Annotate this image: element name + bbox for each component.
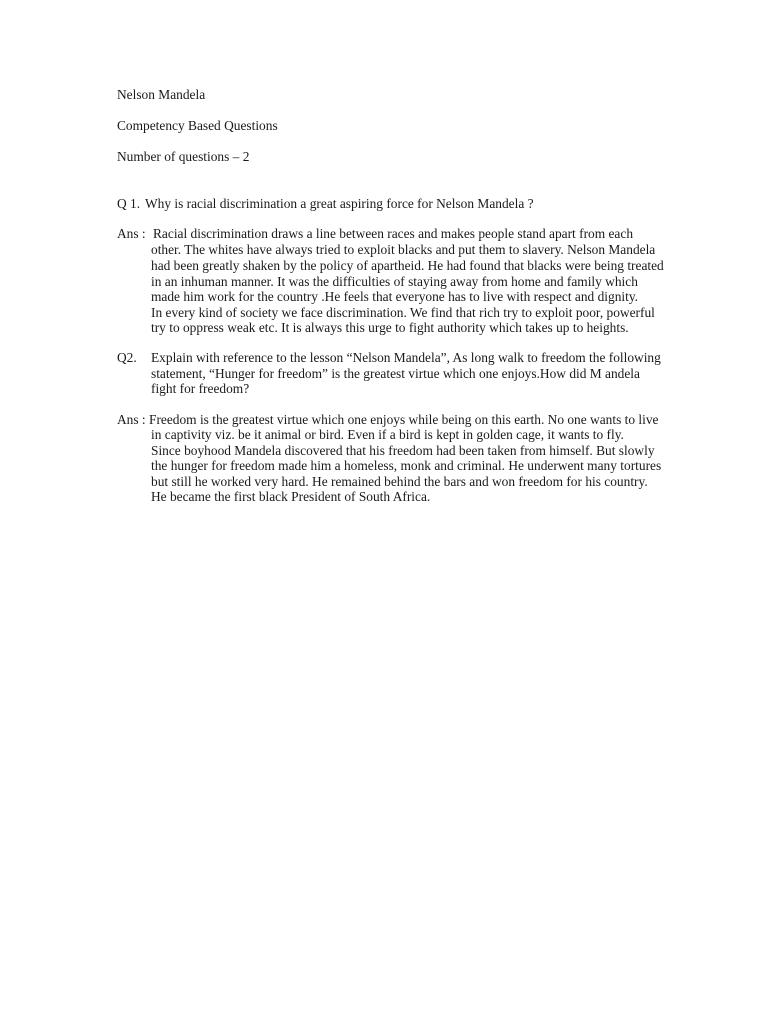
question-2-line: fight for freedom? [151, 381, 250, 396]
answer-1-line: try to oppress weak etc. It is always this urge to fight authority which takes up to heights. [151, 320, 629, 335]
answer-2-label: Ans : [117, 412, 146, 427]
question-1-label: Q 1. [117, 196, 141, 211]
question-2-line: statement, “Hunger for freedom” is the greatest virtue which one enjoys.How did M andela [151, 366, 640, 381]
answer-2-line: Freedom is the greatest virtue which one enjoys while being on this earth. No one wants to live [149, 412, 659, 427]
question-count: Number of questions – 2 [117, 149, 250, 164]
answer-2-line: He became the first black President of South Africa. [151, 489, 431, 504]
question-2-label: Q2. [117, 350, 137, 365]
answer-1-line: Racial discrimination draws a line between races and makes people stand apart from each [153, 226, 634, 241]
answer-1-line: In every kind of society we face discrimination. We find that rich try to exploit poor, powerful [151, 305, 655, 320]
answer-1-line: other. The whites have always tried to exploit blacks and put them to slavery. Nelson Mandela [151, 242, 656, 257]
answer-2-line: the hunger for freedom made him a homeless, monk and criminal. He underwent many tortures [151, 458, 662, 473]
answer-1-line: made him work for the country .He feels that everyone has to live with respect and dignity. [151, 289, 638, 304]
answer-1-label: Ans : [117, 226, 146, 241]
answer-2-line: but still he worked very hard. He remained behind the bars and won freedom for his country. [151, 474, 648, 489]
answer-1-line: had been greatly shaken by the policy of apartheid. He had found that blacks were being treated [151, 258, 664, 273]
document-title: Nelson Mandela [117, 87, 206, 102]
answer-2-line: Since boyhood Mandela discovered that his freedom had been taken from himself. But slowly [151, 443, 655, 458]
question-2-line: Explain with reference to the lesson “Nelson Mandela”, As long walk to freedom the following [151, 350, 661, 365]
answer-2-line: in captivity viz. be it animal or bird. Even if a bird is kept in golden cage, it wants to fly. [151, 427, 624, 442]
question-1-text: Why is racial discrimination a great aspiring force for Nelson Mandela ? [145, 196, 534, 211]
document-subtitle: Competency Based Questions [117, 118, 278, 133]
answer-1-line: in an inhuman manner. It was the difficulties of staying away from home and family which [151, 274, 638, 289]
